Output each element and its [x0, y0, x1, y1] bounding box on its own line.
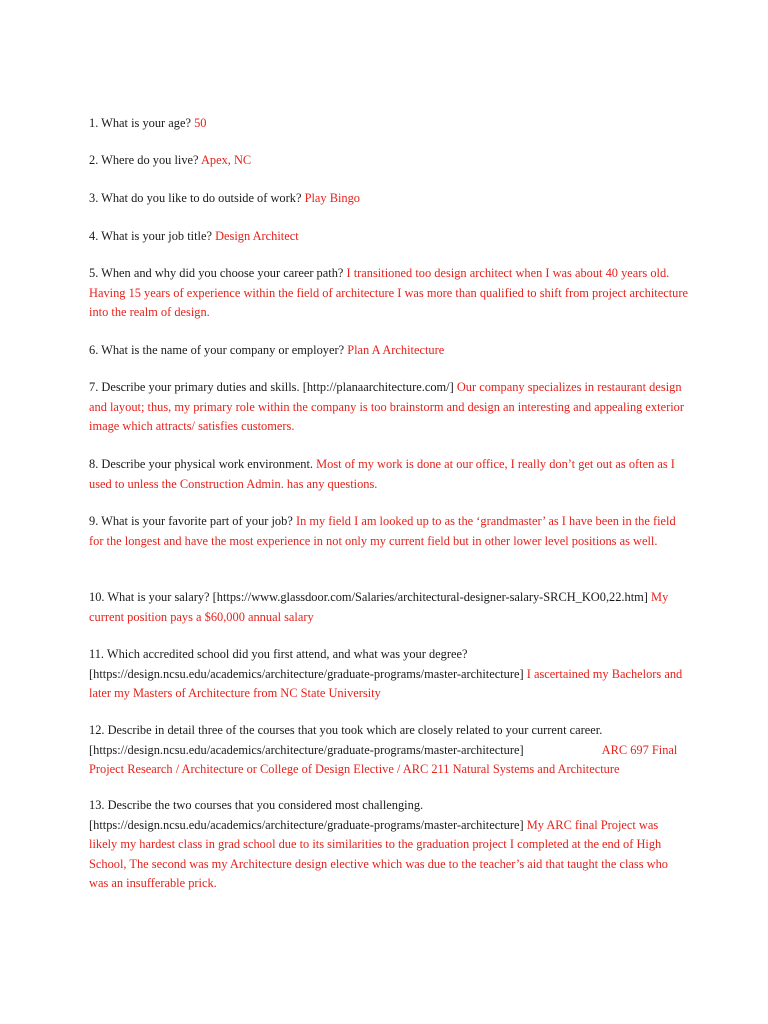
- answer-text: In my field I am looked up to as the ‘grandmaster’ as I have been in the field for the longest and have the most experience in not only my current field but in other lower level positions as well.: [89, 514, 676, 548]
- question-text: 1. What is your age?: [89, 116, 191, 130]
- question-text: 3. What do you like to do outside of work?: [89, 191, 302, 205]
- question-text: 9. What is your favorite part of your job?: [89, 514, 293, 528]
- answer-text: I transitioned too design architect when I was about 40 years old. Having 15 years of experience within the field of architecture I was more than qualified to shift from project architecture into the realm of design.: [89, 266, 688, 319]
- answer-text: Play Bingo: [304, 191, 360, 205]
- question-text: 5. When and why did you choose your career path?: [89, 266, 344, 280]
- qa-item-favorite-part: [89, 512, 689, 551]
- qa-item-age: [89, 114, 689, 134]
- qa-item-job-title: [89, 227, 689, 247]
- answer-text: My ARC final Project was likely my hardest class in grad school due to its similarities to the graduation project I completed at the end of High School, The second was my Architecture design elective which was due to the teacher’s aid that taught the class who was an insufferable prick.: [89, 817, 668, 890]
- answer-text: My current position pays a $60,000 annual salary: [89, 590, 669, 624]
- answer-text: Plan A Architecture: [347, 343, 445, 357]
- qa-item-work-environment: [89, 455, 689, 494]
- qa-item-courses: [89, 721, 689, 780]
- answer-text: I ascertained my Bachelors and later my Masters of Architecture from NC State University: [89, 666, 683, 700]
- question-text: 6. What is the name of your company or employer?: [89, 343, 345, 357]
- question-text: 10. What is your salary? [https://www.glassdoor.com/Salaries/architectural-designer-salary-SRCH_KO0,22.htm]: [89, 590, 648, 604]
- question-text: 13. Describe the two courses that you considered most challenging. [https://design.ncsu.edu/academics/architecture/graduate-programs/master-architecture]: [89, 798, 524, 832]
- qa-item-employer: [89, 341, 689, 361]
- answer-text: Our company specializes in restaurant design and layout; thus, my primary role within the company is too brainstorm and design an interesting and appealing exterior image which attracts/ satisfies customers.: [89, 380, 684, 433]
- answer-text: Apex, NC: [200, 153, 252, 167]
- question-text: 8. Describe your physical work environment.: [89, 457, 314, 471]
- question-text: 12. Describe in detail three of the courses that you took which are closely related to your current career. [https://design.ncsu.edu/academics/architecture/graduate-programs/master-architecture]: [89, 723, 603, 757]
- qa-item-challenging-courses: [89, 796, 689, 894]
- qa-item-duties: [89, 378, 689, 437]
- question-text: 7. Describe your primary duties and skills. [http://planaarchitecture.com/]: [89, 380, 454, 394]
- qa-item-hobbies: [89, 189, 689, 209]
- question-text: 2. Where do you live?: [89, 153, 199, 167]
- question-text: 11. Which accredited school did you first attend, and what was your degree? [https://design.ncsu.edu/academics/architecture/graduate-programs/master-architecture]: [89, 647, 524, 681]
- answer-text: Most of my work is done at our office, I really don’t get out as often as I used to unless the Construction Admin. has any questions.: [89, 457, 675, 491]
- answer-text: Design Architect: [215, 229, 299, 243]
- qa-item-career-path: [89, 264, 689, 323]
- qa-item-salary: [89, 588, 689, 627]
- qa-item-residence: [89, 151, 689, 171]
- question-text: 4. What is your job title?: [89, 229, 212, 243]
- answer-text: 50: [194, 116, 207, 130]
- answer-text: ARC 697 Final Project Research / Architecture or College of Design Elective / ARC 211 Natural Systems and Architecture: [89, 742, 678, 776]
- qa-item-school: [89, 645, 689, 704]
